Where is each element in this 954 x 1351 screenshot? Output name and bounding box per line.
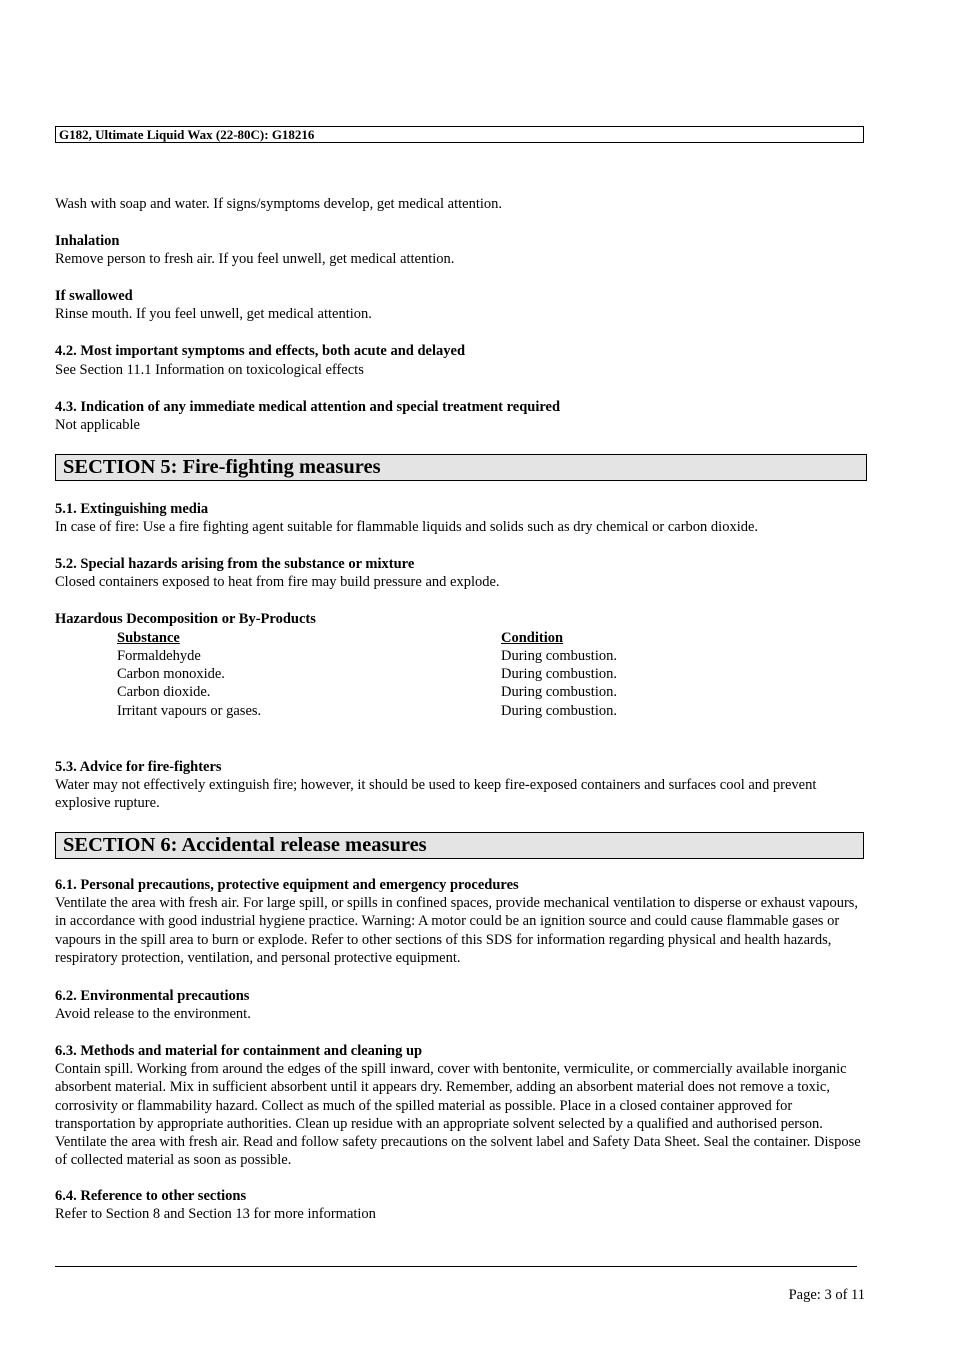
inhalation-text: Remove person to fresh air. If you feel unwell, get medical attention.	[55, 251, 455, 267]
section-4-3-text: Not applicable	[55, 417, 140, 433]
section-5-2-title: 5.2. Special hazards arising from the substance or mixture	[55, 556, 415, 572]
section-5-1-text: In case of fire: Use a fire fighting agent suitable for flammable liquids and solids such as dry chemical or carbon dioxide.	[55, 519, 759, 535]
document-header: G182, Ultimate Liquid Wax (22-80C): G18216	[55, 126, 864, 143]
table-cell-condition: During combustion.	[501, 703, 617, 719]
footer-divider	[55, 1266, 857, 1267]
section-6-4-text: Refer to Section 8 and Section 13 for more information	[55, 1206, 376, 1222]
section-5-3-title: 5.3. Advice for fire-fighters	[55, 759, 222, 775]
table-cell-substance: Formaldehyde	[117, 648, 201, 664]
inhalation-title: Inhalation	[55, 233, 120, 249]
swallowed-text: Rinse mouth. If you feel unwell, get medical attention.	[55, 306, 372, 322]
table-cell-condition: During combustion.	[501, 684, 617, 700]
section-5-2-text: Closed containers exposed to heat from fire may build pressure and explode.	[55, 574, 500, 590]
section-5-1-title: 5.1. Extinguishing media	[55, 501, 209, 517]
section-6-heading: SECTION 6: Accidental release measures	[55, 832, 864, 859]
skin-contact-text: Wash with soap and water. If signs/symptoms develop, get medical attention.	[55, 196, 503, 212]
section-5-3-text: Water may not effectively extinguish fire; however, it should be used to keep fire-exposed containers and surfaces cool and prevent explosive rupture.	[55, 777, 817, 812]
table-cell-substance: Irritant vapours or gases.	[117, 703, 262, 719]
section-5-heading: SECTION 5: Fire-fighting measures	[55, 454, 867, 481]
section-6-3-text: Contain spill. Working from around the edges of the spill inward, cover with bentonite, vermiculite, or commercially available inorganic absorbent material. Mix in sufficient absorbent until it appears dry. Remember, adding an absorbent material does not remove a toxic, corrosivity or flammability hazard. Collect as much of the spilled material as possible. Place in a closed container approved for transportation by appropriate authorities. Clean up residue with an appropriate solvent selected by a qualified and authorised person. Ventilate the area with fresh air. Read and follow safety precautions on the solvent label and Safety Data Sheet. Seal the container. Dispose of collected material as soon as possible.	[55, 1061, 861, 1169]
table-cell-condition: During combustion.	[501, 666, 617, 682]
section-6-2-text: Avoid release to the environment.	[55, 1006, 251, 1022]
section-6-1-title: 6.1. Personal precautions, protective equipment and emergency procedures	[55, 877, 519, 893]
hazardous-products-title: Hazardous Decomposition or By-Products	[55, 611, 316, 627]
table-cell-condition: During combustion.	[501, 648, 617, 664]
section-6-1-text: Ventilate the area with fresh air. For large spill, or spills in confined spaces, provide mechanical ventilation to disperse or exhaust vapours, in accordance with good industrial hygiene practice. Warning: A motor could be an ignition source and could cause flammable gases or vapours in the spill area to burn or explode. Refer to other sections of this SDS for information regarding physical and health hazards, respiratory protection, ventilation, and personal protective equipment.	[55, 895, 859, 966]
section-6-2-title: 6.2. Environmental precautions	[55, 988, 250, 1004]
condition-column-header: Condition	[501, 630, 564, 646]
swallowed-title: If swallowed	[55, 288, 133, 304]
table-cell-substance: Carbon dioxide.	[117, 684, 211, 700]
table-cell-substance: Carbon monoxide.	[117, 666, 225, 682]
section-4-3-title: 4.3. Indication of any immediate medical attention and special treatment required	[55, 399, 561, 415]
section-4-2-title: 4.2. Most important symptoms and effects, both acute and delayed	[55, 343, 466, 359]
page-number: Page: 3 of 11	[788, 1287, 865, 1303]
section-6-3-title: 6.3. Methods and material for containment and cleaning up	[55, 1043, 423, 1059]
substance-column-header: Substance	[117, 630, 180, 646]
section-4-2-text: See Section 11.1 Information on toxicological effects	[55, 362, 364, 378]
section-6-4-title: 6.4. Reference to other sections	[55, 1188, 247, 1204]
